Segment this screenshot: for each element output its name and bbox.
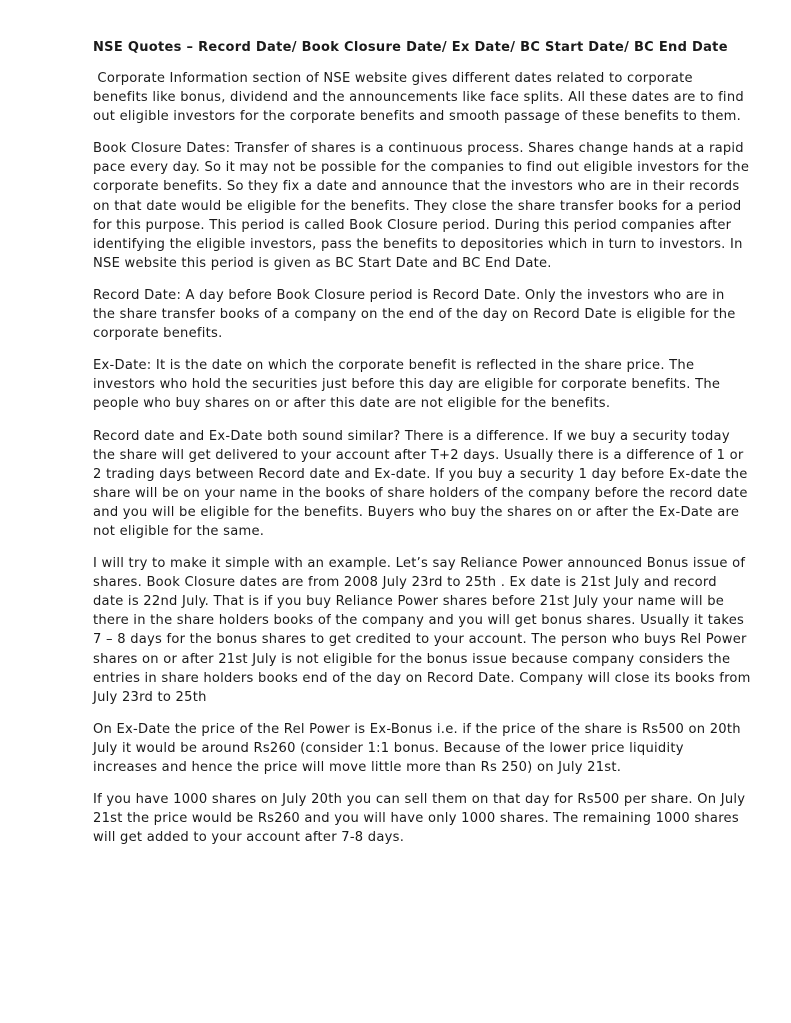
paragraph-record-date: Record Date: A day before Book Closure period is Record Date. Only the investors who are in the share transfer books of a company on the end of the day on Record Date is eligible for the corporate benefits.	[93, 287, 736, 342]
paragraph-example: I will try to make it simple with an example. Let’s say Reliance Power announced Bonus issue of shares. Book Closure dates are from 2008 July 23rd to 25th . Ex date is 21st July and record date is 22nd July. That is if you buy Reliance Power shares before 21st July your name will be there in the share holders books of the company and you will get bonus shares. Usually it takes 7 – 8 days for the bonus shares to get credited to your account. The person who buys Rel Power shares on or after 21st July is not eligible for the bonus issue because company considers the entries in share holders books end of the day on Record Date. Company will close its books from July 23rd to 25th	[93, 556, 751, 705]
document-page	[93, 38, 751, 860]
paragraph-difference: Record date and Ex-Date both sound similar? There is a difference. If we buy a security today the share will get delivered to your account after T+2 days. Usually there is a difference of 1 or 2 trading days between Record date and Ex-date. If you buy a security 1 day before Ex-date the share will be on your name in the books of share holders of the company before the record date and you will be eligible for the benefits. Buyers who buy the shares on or after the Ex-Date are not eligible for the same.	[93, 428, 748, 539]
paragraph-ex-bonus-price: On Ex-Date the price of the Rel Power is Ex-Bonus i.e. if the price of the share is Rs500 on 20th July it would be around Rs260 (consider 1:1 bonus. Because of the lower price liquidity increases and hence the price will move little more than Rs 250) on July 21st.	[93, 721, 741, 775]
document-title: NSE Quotes – Record Date/ Book Closure Date/ Ex Date/ BC Start Date/ BC End Date	[93, 40, 728, 55]
paragraph-shares-example: If you have 1000 shares on July 20th you can sell them on that day for Rs500 per share. On July 21st the price would be Rs260 and you will have only 1000 shares. The remaining 1000 shares will get added to your account after 7-8 days.	[93, 792, 746, 846]
paragraph-ex-date: Ex-Date: It is the date on which the corporate benefit is reflected in the share price. The investors who hold the securities just before this day are eligible for corporate benefits. The people who buy shares on or after this date are not eligible for the benefits.	[93, 358, 721, 412]
paragraph-book-closure: Book Closure Dates: Transfer of shares is a continuous process. Shares change hands at a rapid pace every day. So it may not be possible for the companies to find out eligible investors for the corporate benefits. So they fix a date and announce that the investors who are in their records on that date would be eligible for the benefits. They close the share transfer books for a period for this purpose. This period is called Book Closure period. During this period companies after identifying the eligible investors, pass the benefits to depositories which in turn to investors. In NSE website this period is given as BC Start Date and BC End Date.	[93, 141, 750, 271]
paragraph-intro: Corporate Information section of NSE website gives different dates related to corporate benefits like bonus, dividend and the announcements like face splits. All these dates are to find out eligible investors for the corporate benefits and smooth passage of these benefits to them.	[93, 71, 749, 125]
